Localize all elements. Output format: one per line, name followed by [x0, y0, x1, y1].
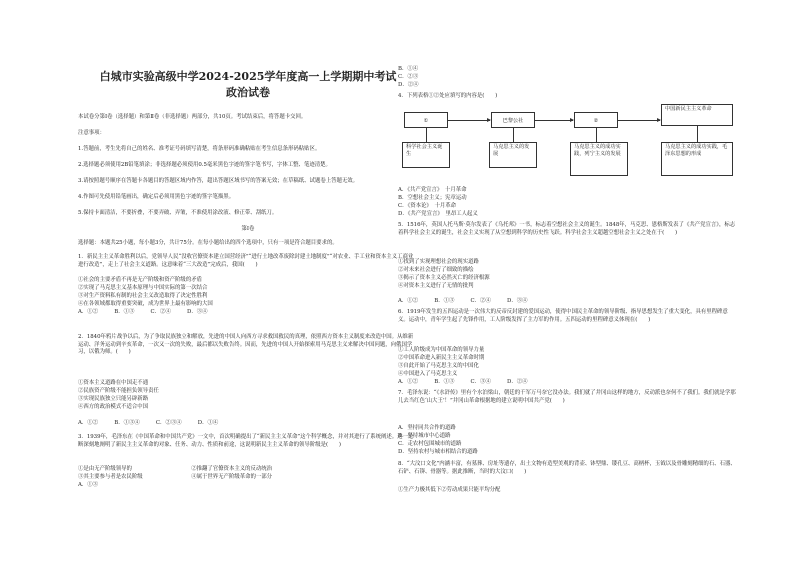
diagram-sub-2: 马克思主义的发展	[489, 142, 537, 168]
question-text: 8．“大汶口文化”内涵丰富，有墓葬、房址等遗存，出土文物有造型美观的背壶、钵型鼎、镂孔豆、高柄杯，玉钺以及骨雕刻精细的石、石器、石铲、石锛、骨器等。据此推断，当时的大汶口( )	[398, 461, 736, 475]
history-diagram	[398, 104, 738, 184]
question-text: 5．1516年，英国人托马斯·莫尔发表了《乌托邦》一书，标志着空想社会主义的诞生。1848年，马克思、恩格斯发表了《共产党宣言》，标志着科学社会主义的诞生，社会主义实现了从空想到科学的历史性飞跃。科学社会主义超越空想社会主义之处在于( )	[398, 222, 736, 236]
question-option: ③揭示了资本主义必然灭亡的经济根源	[398, 275, 490, 281]
diagram-box-3: ②	[574, 112, 618, 128]
question-option: A．《共产党宣言》 十月革命	[398, 187, 467, 193]
note-item: 5.保持卡面清洁，不要折叠，不要弄破、弄皱，不准使用涂改液、修正带、刮纸刀。	[78, 210, 278, 216]
connector-line	[426, 128, 427, 142]
question-option: ④中国进入了马克思主义	[398, 371, 458, 377]
question-option: A．①② B．①③④ C．②③④ D．①④	[78, 420, 219, 426]
arrow-icon	[618, 120, 660, 121]
question-option: ③其主要参与者是农民阶级 ④属于世界无产阶级革命的一部分	[78, 474, 273, 480]
exam-subject: 政治试卷	[226, 86, 270, 99]
note-item: 3.请按照题号顺序在答题卡各题目的答题区域内作答，超出答题区域书写的答案无效；在草稿纸、试题卷上答题无效。	[78, 178, 359, 184]
question-option: ④西方的政治模式不适合中国	[78, 404, 149, 410]
question-option: D．坚持农村与城市相结合的道路	[398, 449, 478, 455]
question-option: D．《共产党宣言》 里昂工人起义	[398, 211, 478, 217]
note-item: 4.作图可先使用铅笔画出，确定后必须用黑色字迹的签字笔描黑。	[78, 194, 235, 200]
question-option: C．②③	[398, 74, 419, 80]
question-option: A．①② B．①③ C．②④ D．③④	[398, 298, 528, 304]
note-item: 2.选择题必须使用2B铅笔填涂；非选择题必须使用0.5毫米黑色字迹的签字笔书写，字体工整、笔迹清楚。	[78, 162, 331, 168]
diagram-sub-1: 科学社会主义诞生	[402, 142, 450, 168]
question-option: ①找到了实现理想社会的现实道路	[398, 259, 479, 265]
question-text: 2．1840年鸦片战争以后，为了争取民族独立和解放，先进的中国人向西方寻求救国救民的真理，依照西方资本主义制度来改造中国。从维新运动、洋务运动到辛亥革命，一次又一次的失败，最后都以失败告终。因而，先进的中国人开始探索用马克思主义来解决中国问题，向俄国学习，以俄为师。( )	[78, 334, 414, 356]
question-text: 3．1939年，毛泽东在《中国革命和中国共产党》一文中，首次明确提出了“新民主主义革命”这个科学概念，并对其进行了系统阐述。这一论断深刻地阐明了新民主主义革命的对象、任务、动力、性质和前途，这说明新民主主义革命的领导阶级是( )	[78, 434, 414, 448]
diagram-box-4: 中国新民主主义革命	[661, 104, 733, 126]
question-option: ②对未来社会进行了细致的描绘	[398, 267, 474, 273]
connector-line	[697, 126, 698, 142]
question-option: ③实现民族独立只能另辟新路	[78, 396, 149, 402]
question-option: B．坚持城市中心道路	[398, 433, 451, 439]
question-option: ②实现了马克思主义基本原理与中国实际的第一次结合	[78, 285, 208, 291]
arrow-icon	[535, 120, 573, 121]
question-option: C．走农村包围城市的道路	[398, 441, 462, 447]
question-text: 4．下列表格①②处应填写的内容是( )	[398, 93, 498, 99]
question-text: 6．1919年发生的五四运动是一次伟大的反帝反封建的爱国运动，使得中国民主革命的领导阶级、指导思想发生了重大变化，具有里程碑意义。运动中，青年学生起了先锋作用，工人阶级发挥了主力军的作用。五四运动的里程碑意义体现在( )	[398, 309, 728, 323]
diagram-box-2: 巴黎公社	[491, 112, 535, 128]
notes-title: 注意事项：	[78, 130, 105, 136]
section-instruction: 选择题：本题共25小题，每小题3分，共计75分。在每小题给出的四个选项中，只有一项是符合题目要求的。	[78, 240, 338, 246]
diagram-sub-4: 马克思主义的成功实践，毛泽东思想的形成	[661, 142, 733, 176]
question-option: ②民族资产阶级不能担负领导责任	[78, 388, 159, 394]
intro-text: 本试卷分第Ⅰ卷（选择题）和第Ⅱ卷（非选择题）两部分，共10页。考试结束后，将答题卡交回。	[78, 114, 307, 120]
question-option: ①社会的主要矛盾不再是无产阶级和资产阶级的矛盾	[78, 277, 202, 283]
diagram-box-1: ①	[404, 112, 448, 128]
question-option: D．②④	[398, 82, 419, 88]
question-option: A．①② B．①③ C．②④ D．③④	[78, 309, 208, 315]
section-name: 第Ⅰ卷	[241, 226, 255, 232]
connector-line	[596, 128, 597, 142]
question-text: 7．毛泽东说：“《水浒传》里有个水泊梁山，朝廷的千军万马奈它没办法。我们就了井冈山这样的地方，反动派也奈何不了我们。我们就是学那儿去当红色‘山大王’！”井冈山革命根据地的建立说明中国共产党( )	[398, 390, 736, 404]
question-option: B．①④	[398, 66, 419, 72]
question-option: ④对资本主义进行了无情的批判	[398, 283, 474, 289]
question-option: A．坚持同共合作的道路	[398, 425, 456, 431]
note-item: 1.答题前，考生先将自己的姓名、准考证号码填写清楚，将条形码准确粘贴在考生信息条形码粘贴区。	[78, 146, 321, 152]
question-option: A．①② B．①③ C．③④ D．②④	[398, 379, 528, 385]
question-option: B．空想社会主义；宪章运动	[398, 195, 467, 201]
exam-title: 白城市实验高级中学2024-2025学年度高一上学期期中考试	[99, 70, 397, 83]
question-option: ①资本主义道路在中国走不通	[78, 380, 149, 386]
question-option: ③自此开始了马克思主义的中国化	[398, 363, 479, 369]
question-option: ②中国革命进入新民主主义革命时期	[398, 355, 485, 361]
arrow-icon	[448, 120, 490, 121]
question-option: ①工人阶级成为中国革命的领导力量	[398, 347, 485, 353]
question-option: ④在各领域都取得重要突破，成为世界上最有影响的大国	[78, 301, 213, 307]
connector-line	[513, 128, 514, 142]
diagram-sub-3: 马克思主义的成功实践，列宁主义的发展	[570, 142, 628, 176]
question-option: ①是由无产阶级领导的 ②推翻了官僚资本主义的反动统治	[78, 466, 273, 472]
question-option: C．《资本论》 十月革命	[398, 203, 457, 209]
question-option: ③对生产资料私有制的社会主义改造取得了决定性胜利	[78, 293, 208, 299]
question-option: A．①③	[78, 482, 99, 488]
question-text: 1．新民主主义革命胜利以后，党领导人民“没收官僚资本建立国营经济”“进行土地改革废除封建土地制度”“对农业、手工业和资本主义工商业进行改造”，走上了社会主义道路。这意味着“三大改造”完成后，我国( )	[78, 254, 414, 268]
question-option: ①生产力极其低下②劳动成果只能平均分配	[398, 487, 501, 493]
